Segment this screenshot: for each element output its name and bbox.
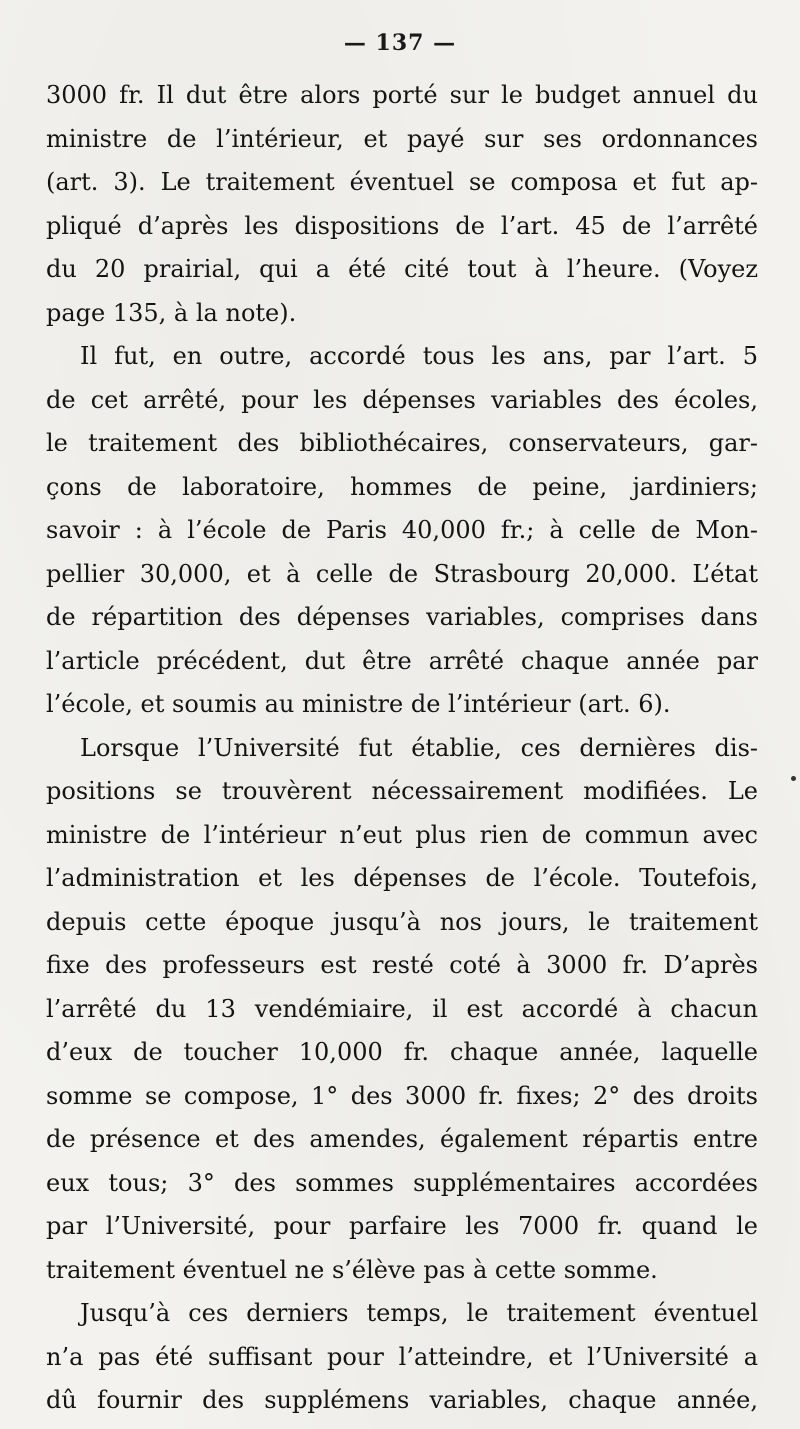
text-line: traitement éventuel ne s’élève pas à cette somme. <box>46 1255 658 1284</box>
text-line: l’école, et soumis au ministre de l’intérieur (art. 6). <box>46 690 671 718</box>
paragraph-start-line: Il fut, en outre, accordé tous les ans, par l’art. 5 <box>80 342 758 370</box>
text-line: eux tous; 3° des sommes supplémentaires accordées <box>46 1168 758 1197</box>
text-line: dû fournir des supplémens variables, chaque année, <box>46 1386 758 1414</box>
text-line: somme se compose, 1° des 3000 fr. fixes; 2° des droits <box>46 1081 758 1110</box>
text-line: pliqué d’après les dispositions de l’art. 45 de l’arrêté <box>46 211 758 240</box>
text-line: 3000 fr. Il dut être alors porté sur le budget annuel du <box>46 81 758 109</box>
text-line: le traitement des bibliothécaires, conservateurs, gar- <box>46 429 758 457</box>
text-line: ministre de l’intérieur n’eut plus rien de commun avec <box>46 820 758 849</box>
text-line: (art. 3). Le traitement éventuel se composa et fut ap- <box>46 168 758 196</box>
text-line: l’administration et les dépenses de l’école. Toutefois, <box>46 864 758 892</box>
text-line: depuis cette époque jusqu’à nos jours, le traitement <box>46 907 758 936</box>
text-line: par l’Université, pour parfaire les 7000 fr. quand le <box>46 1212 758 1240</box>
text-line: n’a pas été suffisant pour l’atteindre, et l’Université a <box>46 1342 758 1371</box>
text-line: fixe des professeurs est resté coté à 3000 fr. D’après <box>46 951 758 979</box>
body-text <box>46 74 758 1423</box>
text-line: de cet arrêté, pour les dépenses variables des écoles, <box>46 385 758 414</box>
ink-spot <box>791 776 796 781</box>
page-number: — 137 — <box>343 30 457 56</box>
text-line: positions se trouvèrent nécessairement modifiées. Le <box>46 777 758 805</box>
text-line: çons de laboratoire, hommes de peine, jardiniers; <box>46 472 758 501</box>
text-line: du 20 prairial, qui a été cité tout à l’heure. (Voyez <box>46 255 758 283</box>
text-line: d’eux de toucher 10,000 fr. chaque année, laquelle <box>46 1038 758 1066</box>
paragraph-start-line: Lorsque l’Université fut établie, ces dernières dis- <box>80 733 758 762</box>
text-line: page 135, à la note). <box>46 298 297 327</box>
paragraph-start-line: Jusqu’à ces derniers temps, le traitement éventuel <box>80 1299 758 1327</box>
text-line: pellier 30,000, et à celle de Strasbourg 20,000. L’état <box>46 559 758 588</box>
text-line: l’arrêté du 13 vendémiaire, il est accordé à chacun <box>46 994 758 1023</box>
text-line: l’article précédent, dut être arrêté chaque année par <box>46 646 758 675</box>
text-line: savoir : à l’école de Paris 40,000 fr.; à celle de Mon- <box>46 516 758 544</box>
text-line: de présence et des amendes, également répartis entre <box>46 1125 758 1153</box>
text-line: ministre de l’intérieur, et payé sur ses ordonnances <box>46 124 758 153</box>
text-line: de répartition des dépenses variables, comprises dans <box>46 603 758 631</box>
